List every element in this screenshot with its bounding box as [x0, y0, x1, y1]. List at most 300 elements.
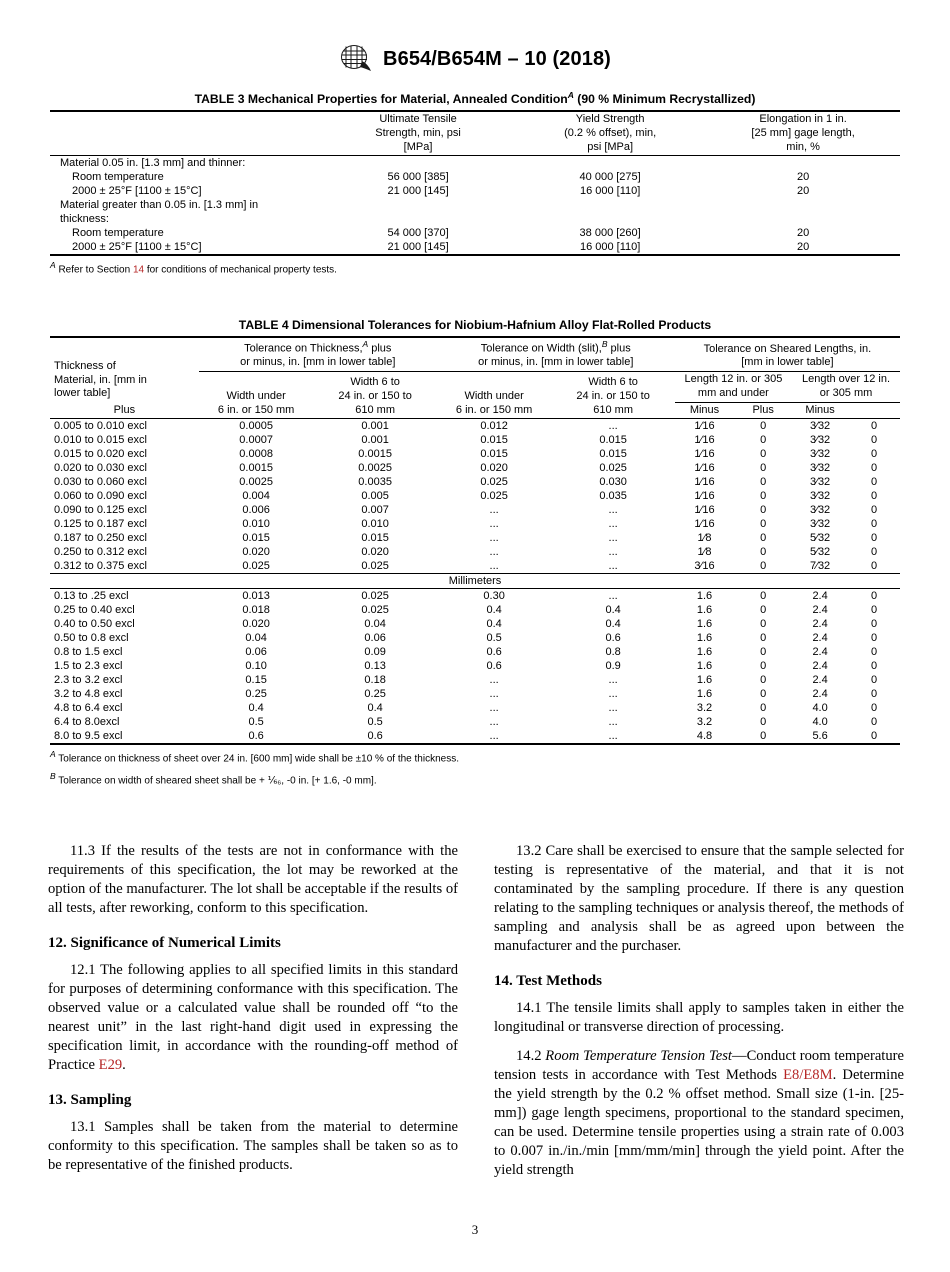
table-4-cell-w-a: 0.30 [483, 590, 505, 603]
table-row [50, 156, 900, 171]
table-4-cell-l2p: 3⁄32 [809, 462, 831, 475]
table-4-cell-w-b: 0.6 [605, 632, 621, 645]
table-3-cell-elong: 20 [796, 171, 810, 184]
table-4-cell-l2p: 7⁄32 [809, 560, 831, 573]
table-row [50, 517, 900, 531]
table-4-cell-l1p: 1.6 [696, 618, 713, 631]
table-4-cell-l2m: 0 [871, 660, 878, 673]
table-4-grid [50, 336, 900, 745]
table-4-cell-w-b: 0.015 [599, 448, 627, 461]
table-4-cell-l2p: 3⁄32 [809, 448, 831, 461]
table-4-cell-l2p: 3⁄32 [809, 420, 831, 433]
table-4-cell-w-b: 0.8 [605, 646, 621, 659]
table-4-col-len12-minus: Minus [689, 403, 720, 416]
table-3-cell-uts: 56 000 [385] [387, 171, 449, 184]
table-4-cell-l1m: 0 [760, 618, 767, 631]
table-4-cell-w-a: 0.5 [486, 632, 502, 645]
table-3-cell-elong [706, 212, 900, 226]
table-4-cell-t-a: 0.025 [242, 560, 270, 573]
table-4-cell-l1m: 0 [760, 532, 767, 545]
table-4-col-len12-plus: Plus [113, 403, 136, 416]
table-4-footnote-a: $^A$ Tolerance on thickness of sheet over 24 in. [600 mm] wide shall be ±10 % of the thickness. [50, 749, 459, 765]
heading-12: 12. Significance of Numerical Limits [48, 934, 281, 951]
table-row [50, 489, 900, 503]
paragraph-14-2: 14.2 Room Temperature Tension Test—Conduct room temperature tension tests in accordance with Test Methods E8/E8M. Determine the yield strength by the 0.2 % offset method. Small size (1-in. [25-mm]) gage length specimens, proportional to the standard specimen, can be used. Determine tensile properties using a strain rate of 0.003 to 0.007 in./in./min [mm/mm/min] through the yield point. After the yield strength [494, 1047, 904, 1178]
table-4-cell-t-b: 0.18 [364, 674, 386, 687]
table-4-cell-l1m: 0 [760, 504, 767, 517]
table-4-cell-w-b: 0.030 [599, 476, 627, 489]
table-row [50, 715, 900, 729]
table-4-cell-l1p: 4.8 [696, 730, 713, 743]
paragraph-13-2: 13.2 Care shall be exercised to ensure that the sample selected for testing is representative of the material, and that it is not contaminated by the sampling procedure. If there is any question relating to the sampling techniques or analysis thereof, the methods of sampling and analysis shall be as agreed upon between the manufacturer and the purchaser. [494, 843, 904, 954]
table-4-row-thickness: 2.3 to 3.2 excl [54, 674, 123, 687]
table-4-cell-t-a: 0.015 [242, 532, 270, 545]
table-4-cell-l2m: 0 [871, 604, 878, 617]
table-4-cell-t-b: 0.13 [364, 660, 386, 673]
table-4-group-thickness: Tolerance on Thickness,$^A$ plus or minus, in. [mm in lower table] [199, 337, 437, 372]
table-4-cell-w-a: ... [489, 532, 499, 545]
table-3-cell-ys: 40 000 [275] [579, 171, 641, 184]
table-3-col-elongation: Elongation in 1 in. [25 mm] gage length, min, % [751, 113, 855, 153]
table-4-cell-l1m: 0 [760, 646, 767, 659]
table-4-col-lenover-minus: Minus [805, 403, 835, 416]
table-4-cell-t-b: 0.6 [367, 730, 383, 743]
table-4-cell-t-b: 0.09 [364, 646, 386, 659]
table-row [50, 531, 900, 545]
table-4-cell-l1m: 0 [760, 674, 767, 687]
table-3-caption [50, 90, 900, 106]
table-4-cell-l2p: 2.4 [812, 604, 828, 617]
table-4-cell-l2m: 0 [871, 504, 878, 517]
table-4-cell-w-a: ... [489, 560, 499, 573]
table-4-row-thickness: 0.8 to 1.5 excl [54, 646, 123, 659]
table-4-cell-w-b: ... [608, 560, 618, 573]
table-4-cell-l2p: 3⁄32 [809, 518, 831, 531]
table-4-cell-t-b: 0.0025 [358, 462, 392, 475]
table-4-stub-header: Thickness of Material, in. [mm in lower table] [54, 359, 147, 400]
table-3-cell-elong: 20 [796, 185, 810, 198]
table-4-cell-l2p: 3⁄32 [809, 504, 831, 517]
table-3-row-label: thickness: [60, 213, 109, 226]
table-row [50, 226, 900, 240]
table-4-cell-w-b: 0.4 [605, 604, 621, 617]
table-3-cell-elong: 20 [796, 227, 810, 240]
table-3-cell-uts [322, 156, 514, 171]
table-4-cell-l2m: 0 [871, 490, 878, 503]
table-4-cell-l2m: 0 [871, 462, 878, 475]
table-4-cell-t-a: 0.04 [245, 632, 267, 645]
table-4-cell-l1p: 1.6 [696, 688, 713, 701]
table-3-row-label: Material greater than 0.05 in. [1.3 mm] in [60, 199, 259, 212]
table-4-cell-w-a: 0.4 [486, 604, 502, 617]
table-4-cell-t-b: 0.04 [364, 618, 386, 631]
table-3-footnote: $^A$ Refer to Section 14 for conditions of mechanical property tests. [50, 260, 337, 276]
table-4 [50, 318, 900, 789]
table-4-cell-w-b: ... [608, 546, 618, 559]
table-4-cell-l2m: 0 [871, 532, 878, 545]
table-4-row-thickness: 0.015 to 0.020 excl [54, 448, 147, 461]
table-4-unit-divider-label: Millimeters [50, 574, 900, 589]
table-4-cell-t-a: 0.4 [248, 702, 264, 715]
table-3-row-label: 2000 ± 25°F [1100 ± 15°C] [72, 185, 202, 198]
heading-13: 13. Sampling [48, 1091, 132, 1108]
table-4-cell-l2m: 0 [871, 476, 878, 489]
table-4-cell-l1m: 0 [760, 420, 767, 433]
table-4-sub-thickness-under6: Width under 6 in. or 150 mm [217, 389, 295, 416]
table-4-cell-w-b: ... [608, 688, 618, 701]
table-4-sub-width-6to24: Width 6 to 24 in. or 150 to 610 mm [576, 376, 650, 416]
table-4-cell-l1m: 0 [760, 632, 767, 645]
table-4-cell-t-a: 0.0015 [239, 462, 273, 475]
table-4-row-thickness: 0.40 to 0.50 excl [54, 618, 135, 631]
table-4-row-thickness: 0.250 to 0.312 excl [54, 546, 147, 559]
table-3-grid [50, 110, 900, 256]
table-4-cell-l2m: 0 [871, 590, 878, 603]
table-4-cell-t-a: 0.0007 [239, 434, 273, 447]
table-4-cell-t-b: 0.4 [367, 702, 383, 715]
table-4-row-thickness: 4.8 to 6.4 excl [54, 702, 123, 715]
table-4-cell-w-a: ... [489, 730, 499, 743]
table-4-cell-l1m: 0 [760, 702, 767, 715]
table-row [50, 212, 900, 226]
table-4-cell-w-b: ... [608, 518, 618, 531]
table-4-row-thickness: 0.13 to .25 excl [54, 590, 129, 603]
table-4-cell-w-b: 0.025 [599, 462, 627, 475]
table-row [50, 170, 900, 184]
table-row [50, 645, 900, 659]
astm-logo [339, 44, 373, 74]
table-4-cell-l1m: 0 [760, 462, 767, 475]
table-4-cell-w-a: 0.4 [486, 618, 502, 631]
table-4-cell-w-b: ... [608, 730, 618, 743]
table-4-cell-l1p: 1⁄8 [697, 532, 712, 545]
table-3-cell-uts: 21 000 [145] [387, 241, 449, 254]
table-4-cell-w-b: ... [608, 532, 618, 545]
table-row [50, 447, 900, 461]
paragraph-13-1: 13.1 Samples shall be taken from the material to determine conformity to this specification. The samples shall be taken so as to be representative of the finished products. [48, 1118, 458, 1173]
table-row [50, 198, 900, 212]
table-4-cell-t-a: 0.006 [242, 504, 270, 517]
table-4-cell-t-b: 0.020 [361, 546, 389, 559]
table-4-group-sheared: Tolerance on Sheared Lengths, in. [mm in lower table] [675, 337, 900, 372]
body-column-right [494, 842, 904, 1180]
table-4-cell-t-a: 0.020 [242, 618, 270, 631]
table-4-cell-l1m: 0 [760, 730, 767, 743]
test-methods-e8-link[interactable]: E8/E8M [783, 1066, 833, 1083]
table-4-cell-t-b: 0.025 [361, 590, 389, 603]
table-row [50, 240, 900, 255]
table-4-row-thickness: 0.50 to 0.8 excl [54, 632, 129, 645]
table-4-cell-l2p: 3⁄32 [809, 434, 831, 447]
table-4-cell-l1p: 1.6 [696, 604, 713, 617]
table-4-cell-w-b: 0.015 [599, 434, 627, 447]
table-4-cell-l1m: 0 [760, 518, 767, 531]
table-4-cell-l1p: 1⁄16 [694, 434, 715, 447]
document-designation: B654/B654M – 10 (2018) [383, 47, 611, 70]
table-4-cell-w-b: 0.035 [599, 490, 627, 503]
table-3-cell-uts [322, 198, 514, 212]
table-row [50, 589, 900, 604]
table-4-cell-t-b: 0.001 [361, 420, 389, 433]
table-4-cell-w-b: 0.4 [605, 618, 621, 631]
table-4-cell-w-a: 0.6 [486, 646, 502, 659]
table-4-cell-w-a: 0.012 [480, 420, 508, 433]
table-4-cell-l2p: 2.4 [812, 632, 828, 645]
table-4-cell-t-a: 0.018 [242, 604, 270, 617]
table-row [50, 631, 900, 645]
table-4-cell-l2p: 5⁄32 [809, 546, 831, 559]
document-header [0, 0, 950, 74]
table-4-cell-t-a: 0.5 [248, 716, 264, 729]
table-3-cell-elong: 20 [796, 241, 810, 254]
table-4-cell-w-b: ... [608, 702, 618, 715]
table-4-cell-w-a: 0.015 [480, 448, 508, 461]
table-4-cell-l1p: 3.2 [696, 716, 713, 729]
table-4-cell-l2m: 0 [871, 632, 878, 645]
table-4-cell-t-a: 0.020 [242, 546, 270, 559]
table-4-group-width: Tolerance on Width (slit),$^B$ plus or minus, in. [mm in lower table] [437, 337, 675, 372]
table-4-cell-t-b: 0.025 [361, 604, 389, 617]
paragraph-14-1: 14.1 The tensile limits shall apply to samples taken in either the longitudinal or transverse direction of processing. [494, 999, 904, 1035]
table-4-cell-l1m: 0 [760, 476, 767, 489]
table-4-cell-t-b: 0.025 [361, 560, 389, 573]
table-4-cell-l2p: 2.4 [812, 618, 828, 631]
table-4-cell-t-b: 0.0015 [358, 448, 392, 461]
table-4-cell-l1p: 1⁄16 [694, 462, 715, 475]
table-4-row-thickness: 0.25 to 0.40 excl [54, 604, 135, 617]
table-3-row-label: Room temperature [72, 227, 164, 240]
table-row [50, 559, 900, 574]
table-4-row-thickness: 0.187 to 0.250 excl [54, 532, 147, 545]
table-4-cell-w-a: 0.015 [480, 434, 508, 447]
table-4-cell-l2p: 5.6 [812, 730, 828, 743]
table-4-cell-l1p: 1.6 [696, 674, 713, 687]
table-4-cell-l1p: 1⁄16 [694, 420, 715, 433]
table-4-cell-t-b: 0.010 [361, 518, 389, 531]
table-4-cell-t-b: 0.0035 [358, 476, 392, 489]
table-3-row-label: Room temperature [72, 171, 164, 184]
table-3-cell-ys: 16 000 [110] [579, 241, 641, 254]
table-3-cell-ys: 16 000 [110] [579, 185, 641, 198]
table-4-cell-l1m: 0 [760, 448, 767, 461]
table-4-cell-l2p: 2.4 [812, 660, 828, 673]
table-4-cell-w-b: ... [608, 674, 618, 687]
table-4-cell-l2m: 0 [871, 518, 878, 531]
table-4-cell-t-a: 0.15 [245, 674, 267, 687]
table-3 [50, 90, 900, 278]
table-4-cell-t-b: 0.015 [361, 532, 389, 545]
table-row [50, 617, 900, 631]
table-4-cell-l1m: 0 [760, 434, 767, 447]
table-4-cell-l1p: 1⁄8 [697, 546, 712, 559]
table-4-row-thickness: 0.010 to 0.015 excl [54, 434, 147, 447]
table-4-cell-l2m: 0 [871, 646, 878, 659]
table-4-group-thickness-footnote-marker: A [362, 339, 369, 349]
table-4-col-lenover-plus: Plus [752, 403, 774, 416]
table-4-cell-l1p: 3⁄16 [694, 560, 715, 573]
table-4-footnote-a-marker: A [50, 749, 56, 760]
table-4-row-thickness: 0.005 to 0.010 excl [54, 420, 147, 433]
table-4-cell-l2m: 0 [871, 560, 878, 573]
table-row [50, 659, 900, 673]
practice-e29-link[interactable]: E29 [98, 1056, 123, 1073]
table-4-cell-t-a: 0.25 [245, 688, 267, 701]
table-4-cell-w-b: ... [608, 590, 618, 603]
table-4-cell-l2m: 0 [871, 434, 878, 447]
table-4-cell-l1m: 0 [760, 590, 767, 603]
table-3-cell-uts: 21 000 [145] [387, 185, 449, 198]
table-4-cell-w-a: 0.025 [480, 490, 508, 503]
table-row [50, 419, 900, 434]
section-14-link[interactable]: 14 [132, 264, 145, 276]
table-3-cell-ys [514, 212, 706, 226]
table-4-row-thickness: 8.0 to 9.5 excl [54, 730, 123, 743]
table-4-cell-w-b: 0.9 [605, 660, 621, 673]
table-4-cell-w-a: ... [489, 716, 499, 729]
table-4-cell-l2p: 2.4 [812, 674, 828, 687]
table-4-row-thickness: 0.090 to 0.125 excl [54, 504, 147, 517]
table-4-cell-l2p: 5⁄32 [809, 532, 831, 545]
table-3-caption-text: TABLE 3 Mechanical Properties for Material, Annealed Condition [194, 92, 568, 107]
table-4-cell-l1m: 0 [760, 490, 767, 503]
table-3-cell-ys [514, 198, 706, 212]
table-4-cell-l1m: 0 [760, 716, 767, 729]
table-4-cell-t-b: 0.007 [361, 504, 389, 517]
table-4-cell-l1m: 0 [760, 688, 767, 701]
table-row [50, 461, 900, 475]
table-4-cell-l1p: 1.6 [696, 590, 713, 603]
table-4-cell-w-a: 0.6 [486, 660, 502, 673]
table-4-cell-t-a: 0.004 [242, 490, 270, 503]
table-4-sub-length-12under: Length 12 in. or 305 mm and under [675, 372, 792, 403]
table-4-caption: TABLE 4 Dimensional Tolerances for Niobium-Hafnium Alloy Flat-Rolled Products [238, 318, 712, 332]
table-4-row-thickness: 0.060 to 0.090 excl [54, 490, 147, 503]
table-row [50, 687, 900, 701]
table-4-cell-w-a: ... [489, 518, 499, 531]
table-row [50, 603, 900, 617]
table-4-cell-t-b: 0.001 [361, 434, 389, 447]
body-column-left [48, 842, 458, 1180]
table-4-cell-t-a: 0.6 [248, 730, 264, 743]
table-row [50, 475, 900, 489]
table-4-cell-t-a: 0.0008 [239, 448, 273, 461]
table-row [50, 184, 900, 198]
table-4-cell-l2p: 4.0 [812, 702, 828, 715]
table-4-cell-l1m: 0 [760, 604, 767, 617]
table-3-col-yield: Yield Strength (0.2 % offset), min, psi [MPa] [564, 113, 657, 153]
table-3-caption-footnote-marker: A [567, 90, 574, 100]
table-4-group-width-footnote-marker: B [601, 339, 608, 349]
table-3-col-blank [50, 111, 322, 156]
table-4-row-thickness: 1.5 to 2.3 excl [54, 660, 123, 673]
table-4-row-thickness: 0.030 to 0.060 excl [54, 476, 147, 489]
table-3-cell-elong [706, 198, 900, 212]
table-4-cell-l1p: 1⁄16 [694, 476, 715, 489]
table-4-cell-l1m: 0 [760, 660, 767, 673]
table-4-cell-l2p: 3⁄32 [809, 490, 831, 503]
table-4-cell-t-a: 0.0005 [239, 420, 273, 433]
table-4-row-thickness: 3.2 to 4.8 excl [54, 688, 123, 701]
table-4-cell-l1m: 0 [760, 546, 767, 559]
table-4-cell-w-a: ... [489, 674, 499, 687]
table-4-cell-l1m: 0 [760, 560, 767, 573]
table-3-row-label: 2000 ± 25°F [1100 ± 15°C] [72, 241, 202, 254]
table-4-cell-l1p: 1.6 [696, 632, 713, 645]
table-row [50, 673, 900, 687]
table-4-row-thickness: 0.312 to 0.375 excl [54, 560, 147, 573]
table-4-cell-t-b: 0.5 [367, 716, 383, 729]
table-4-row-thickness: 0.125 to 0.187 excl [54, 518, 147, 531]
term-room-temperature-tension-test: Room Temperature Tension Test [545, 1047, 732, 1064]
table-3-cell-uts [322, 212, 514, 226]
table-4-row-thickness: 0.020 to 0.030 excl [54, 462, 147, 475]
table-4-cell-l2p: 2.4 [812, 688, 828, 701]
heading-14: 14. Test Methods [494, 972, 602, 989]
table-4-cell-w-a: 0.020 [480, 462, 508, 475]
table-4-cell-w-a: 0.025 [480, 476, 508, 489]
table-3-body [50, 156, 900, 256]
table-4-cell-l2p: 4.0 [812, 716, 828, 729]
table-4-cell-l2m: 0 [871, 716, 878, 729]
table-3-col-uts: Ultimate Tensile Strength, min, psi [MPa] [375, 113, 461, 153]
table-4-cell-w-a: ... [489, 546, 499, 559]
table-4-footnote-b: $^B$ Tolerance on width of sheared sheet shall be + ⅙₆, -0 in. [+ 1.6, -0 mm]. [50, 771, 377, 787]
table-3-cell-ys [514, 156, 706, 171]
table-4-cell-l1p: 1⁄16 [694, 448, 715, 461]
table-4-cell-t-a: 0.0025 [239, 476, 273, 489]
table-4-unit-divider [50, 574, 900, 589]
table-row [50, 503, 900, 517]
table-4-cell-w-a: ... [489, 702, 499, 715]
table-4-cell-l1p: 1⁄16 [694, 518, 715, 531]
table-4-cell-t-a: 0.013 [242, 590, 270, 603]
table-4-cell-w-a: ... [489, 688, 499, 701]
table-4-cell-l2p: 2.4 [812, 590, 828, 603]
body-columns [48, 842, 904, 1180]
table-4-cell-l1p: 3.2 [696, 702, 713, 715]
table-4-cell-t-a: 0.010 [242, 518, 270, 531]
table-4-cell-l2m: 0 [871, 448, 878, 461]
table-4-cell-l1p: 1.6 [696, 660, 713, 673]
paragraph-11-3: 11.3 If the results of the tests are not in conformance with the requirements of this specification, the lot may be reworked at the option of the manufacturer. The lot shall be acceptable if the results of all tests, after reworking, conform to this specification. [48, 843, 458, 916]
table-4-cell-w-b: ... [608, 716, 618, 729]
table-4-cell-l2m: 0 [871, 730, 878, 743]
table-4-cell-l1p: 1⁄16 [694, 490, 715, 503]
table-4-cell-l2m: 0 [871, 546, 878, 559]
table-4-cell-l2m: 0 [871, 688, 878, 701]
table-4-cell-l2m: 0 [871, 420, 878, 433]
table-4-cell-w-b: ... [608, 420, 618, 433]
paragraph-12-1: 12.1 The following applies to all specified limits in this standard for purposes of determining conformance with this specification. The observed value or a calculated value shall be rounded off “to the nearest unit” in the last right-hand digit used in expressing the specification limit, in accordance with the rounding-off method of Practice E29. [48, 961, 458, 1073]
table-3-caption-suffix: (90 % Minimum Recrystallized) [573, 92, 756, 107]
table-3-footnote-marker: A [50, 260, 56, 271]
table-4-cell-l1p: 1⁄16 [694, 504, 715, 517]
table-3-cell-elong [706, 156, 900, 171]
page-number: 3 [471, 1222, 479, 1237]
table-4-sub-length-over12: Length over 12 in. or 305 mm [792, 372, 900, 403]
table-4-cell-t-b: 0.06 [364, 632, 386, 645]
table-row [50, 545, 900, 559]
table-4-cell-t-b: 0.005 [361, 490, 389, 503]
table-4-cell-l2p: 3⁄32 [809, 476, 831, 489]
table-4-row-thickness: 6.4 to 8.0excl [54, 716, 120, 729]
table-3-cell-ys: 38 000 [260] [579, 227, 641, 240]
table-4-cell-l2m: 0 [871, 618, 878, 631]
table-4-cell-l2m: 0 [871, 674, 878, 687]
table-row [50, 729, 900, 744]
table-4-cell-w-b: ... [608, 504, 618, 517]
table-3-row-label: Material 0.05 in. [1.3 mm] and thinner: [60, 157, 246, 170]
